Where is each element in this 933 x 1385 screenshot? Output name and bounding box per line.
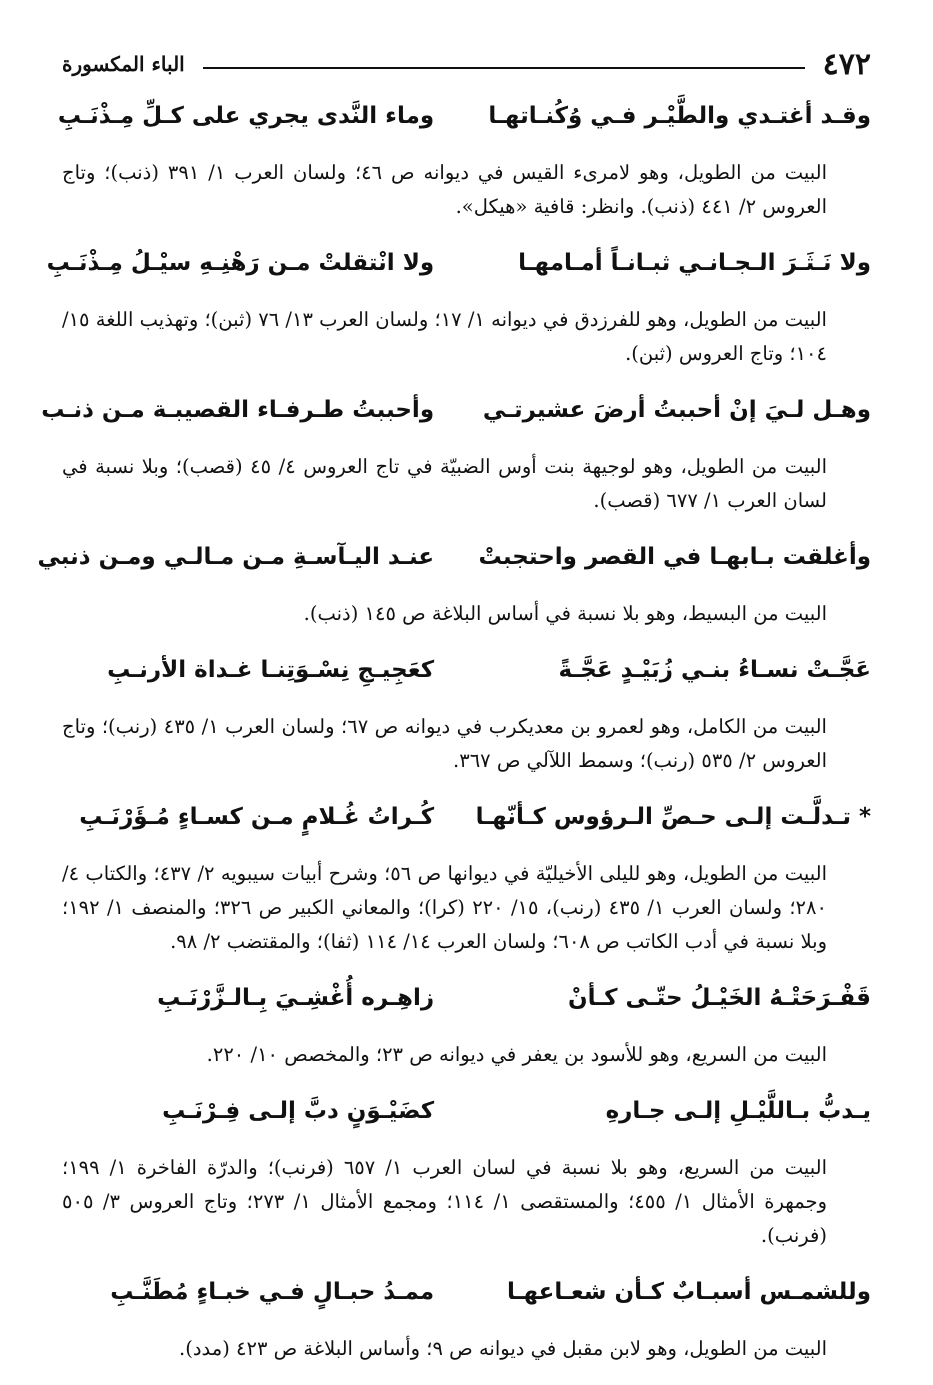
verse-entry: [62, 650, 871, 778]
verse-source-note: البيت من الطويل، وهو لوجيهة بنت أوس الضبيّة في تاج العروس ٤/ ٤٥ (قصب)؛ وبلا نسبة في لسان العرب ١/ ٦٧٧ (قصب).: [62, 454, 827, 512]
verse-hemistich-second: عنـد اليـآسـةِ مـن مـالـي ومـن ذنبي: [37, 544, 435, 570]
verse-source-note: البيت من البسيط، وهو بلا نسبة في أساس البلاغة ص ١٤٥ (ذنب).: [303, 601, 827, 625]
verse-hemistich-first: يـدبُّ بـاللَّيْـلِ إلـى جـارهِ: [605, 1098, 871, 1124]
verse-line: [62, 650, 871, 690]
verse-line: [62, 1272, 871, 1312]
book-page: [37, 40, 871, 1385]
verse-hemistich-second: زاهِـره أُغْشِـيَ بِـالـزَّرْنَـبِ: [157, 985, 435, 1011]
verse-hemistich-first: ولا نَـثَـرَ الـجـانـي ثبـانـاً أمـامهـا: [518, 250, 871, 276]
verse-hemistich-second: كُـراتُ غُـلامٍ مـن كسـاءٍ مُـؤَرْنَـبِ: [79, 804, 435, 830]
verse-source-note: البيت من الطويل، وهو للفرزدق في ديوانه ١/ ١٧؛ ولسان العرب ١٣/ ٧٦ (ثبن)؛ وتهذيب اللغة ١٥/ ١٠٤؛ وتاج العروس (ثبن).: [62, 307, 827, 365]
verse-hemistich-first: وأغلقت بـابهـا في القصر واحتجبتْ: [478, 544, 871, 570]
verse-line: [37, 537, 871, 577]
verse-entry: [62, 1272, 871, 1366]
verse-line: [46, 243, 871, 283]
verse-entry: [62, 797, 871, 959]
verse-line: [62, 1091, 871, 1131]
verse-entry: [57, 96, 871, 224]
verse-hemistich-first: عَجَّـتْ نسـاءُ بنـي زُبَيْـدٍ عَجَّـةً: [558, 657, 871, 683]
verse-source-note: البيت من الطويل، وهو لامرىء القيس في ديوانه ص ٤٦؛ ولسان العرب ١/ ٣٩١ (ذنب)؛ وتاج العروس ٢/ ٤٤١ (ذنب). وانظر: قافية «هيكل».: [62, 160, 827, 218]
verse-source-note: البيت من السريع، وهو بلا نسبة في لسان العرب ١/ ٦٥٧ (فرنب)؛ والدرّة الفاخرة ١/ ١٩٩؛ وجمهرة الأمثال ١/ ٤٥٥؛ والمستقصى ١/ ١١٤؛ ومجمع الأمثال ١/ ٢٧٣؛ وتاج العروس ٣/ ٥٠٥ (فرنب).: [62, 1155, 827, 1247]
verse-hemistich-second: وماء النَّدى يجري على كـلِّ مِـذْنَـبِ: [57, 103, 435, 129]
verse-source-note: البيت من الطويل، وهو لليلى الأخيليّة في ديوانها ص ٥٦؛ وشرح أبيات سيبويه ٢/ ٤٣٧؛ والكتاب ٤/ ٢٨٠؛ ولسان العرب ١/ ٤٣٥ (رنب)، ١٥/ ٢٢٠ (كرا)؛ والمعاني الكبير ص ٣٢٦؛ والمنصف ١/ ١٩٢؛ وبلا نسبة في أدب الكاتب ص ٦٠٨؛ ولسان العرب ١٤/ ١١٤ (ثفا)؛ والمقتضب ٢/ ٩٨.: [62, 861, 827, 953]
verse-line: [62, 978, 871, 1018]
verse-entry: [37, 537, 871, 631]
running-head: [62, 40, 871, 88]
verse-hemistich-second: كعَجِيـجِ نِسْـوَتِنـا غـداة الأرنـبِ: [107, 657, 435, 683]
verse-hemistich-second: وأحببتُ طـرفـاء القصيبـة مـن ذنـب: [41, 397, 435, 423]
verse-hemistich-second: ممـدُ حبـالٍ فـي خبـاءٍ مُطَنَّـبِ: [110, 1279, 435, 1305]
verse-line: [57, 96, 871, 136]
verse-entry: [41, 390, 871, 518]
verse-hemistich-first: * تـدلَّـت إلـى حـصِّ الـرؤوس كـأنّهـا: [475, 804, 871, 830]
verse-entry: [62, 1091, 871, 1253]
verse-entry: [62, 978, 871, 1072]
section-title: الباء المكسورة: [62, 52, 185, 76]
verse-hemistich-first: وللشمـس أسبـابٌ كـأن شعـاعهـا: [506, 1279, 871, 1305]
verse-hemistich-second: كضَيْـوَنٍ دبَّ إلـى فِـرْنَـبِ: [162, 1098, 435, 1124]
verse-hemistich-first: وهـل لـيَ إنْ أحببتُ أرضَ عشيرتـي: [482, 397, 871, 423]
header-rule: [203, 67, 805, 69]
verse-hemistich-first: قَفْـرَحَتْـهُ الخَيْـلُ حتّـى كـأنْ: [567, 985, 871, 1011]
verse-source-note: البيت من الكامل، وهو لعمرو بن معديكرب في ديوانه ص ٦٧؛ ولسان العرب ١/ ٤٣٥ (رنب)؛ وتاج العروس ٢/ ٥٣٥ (رنب)؛ وسمط اللآلي ص ٣٦٧.: [62, 714, 827, 772]
page-number: ٤٧٢: [822, 46, 871, 82]
verse-hemistich-first: وقـد أغتـدي والطَّيْـر فـي وُكُنـاتهـا: [488, 103, 871, 129]
verse-source-note: البيت من الطويل، وهو لابن مقبل في ديوانه ص ٩؛ وأساس البلاغة ص ٤٢٣ (مدد).: [179, 1336, 827, 1360]
verse-line: [62, 797, 871, 837]
verse-entry: [46, 243, 871, 371]
verse-hemistich-second: ولا انْتقلتْ مـن رَهْنِـهِ سيْـلُ مِـذْنَـبِ: [46, 250, 435, 276]
verse-line: [41, 390, 871, 430]
verse-source-note: البيت من السريع، وهو للأسود بن يعفر في ديوانه ص ٢٣؛ والمخصص ١٠/ ٢٢٠.: [206, 1042, 827, 1066]
